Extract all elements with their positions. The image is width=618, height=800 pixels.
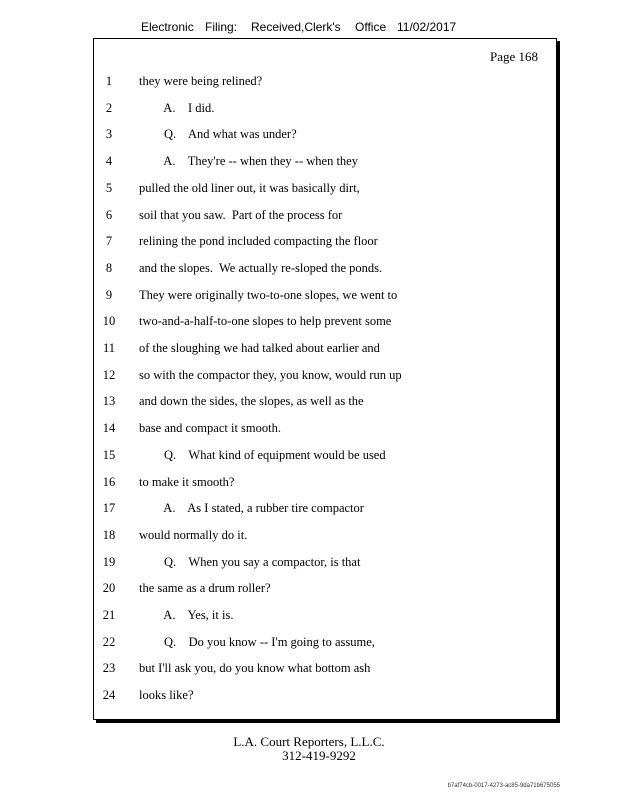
line-number: 10 (102, 314, 116, 329)
line-number: 20 (102, 581, 116, 596)
line-number: 23 (102, 661, 116, 676)
transcript-line (94, 394, 556, 414)
transcript-line (94, 528, 556, 548)
transcript-line (94, 368, 556, 388)
line-text: relining the pond included compacting the floor (139, 234, 378, 249)
line-text: to make it smooth? (139, 474, 235, 489)
line-text: soil that you saw. Part of the process for (139, 207, 343, 222)
line-number: 22 (102, 634, 116, 649)
line-text: of the sloughing we had talked about earlier and (139, 341, 380, 355)
transcript-line (94, 288, 556, 308)
transcript-line (94, 635, 556, 655)
transcript-line (94, 341, 556, 361)
line-text: and down the sides, the slopes, as well as the (139, 394, 364, 409)
transcript-line (94, 261, 556, 281)
transcript-line (94, 234, 556, 254)
line-number: 14 (102, 421, 116, 436)
line-number: 9 (105, 287, 113, 302)
document-hash: b7af74cb-0017-4273-ac85-9da71b675055 (447, 783, 560, 789)
line-number: 2 (105, 100, 113, 115)
line-text: the same as a drum roller? (139, 581, 271, 596)
header-received-clerks: Received,Clerk's (251, 20, 341, 34)
transcript-line (94, 688, 556, 708)
line-text: two-and-a-half-to-one slopes to help prevent some (139, 314, 392, 329)
line-number: 4 (105, 154, 113, 169)
line-number: 8 (105, 260, 113, 275)
line-text: but I'll ask you, do you know what bottom ash (139, 661, 371, 676)
line-number: 24 (102, 688, 116, 703)
transcript-line (94, 127, 556, 147)
transcript-line (94, 421, 556, 441)
line-number: 17 (102, 501, 116, 516)
line-number: 6 (105, 207, 113, 222)
reporter-company: L.A. Court Reporters, L.L.C. (233, 734, 385, 749)
header-date: 11/02/2017 (397, 20, 457, 34)
line-number: 7 (105, 234, 113, 249)
line-number: 11 (102, 341, 116, 355)
transcript-line (94, 475, 556, 495)
line-text: A. As I stated, a rubber tire compactor (139, 501, 364, 516)
e-filing-header (0, 20, 618, 40)
line-text: Q. What kind of equipment would be used (139, 447, 386, 462)
line-text: A. I did. (139, 100, 215, 115)
line-text: base and compact it smooth. (139, 421, 281, 436)
line-number: 3 (105, 127, 113, 142)
page-number: Page 168 (489, 49, 538, 64)
line-text: A. Yes, it is. (139, 608, 234, 622)
line-number: 16 (102, 474, 116, 489)
line-number: 5 (105, 180, 113, 195)
transcript-page (93, 38, 557, 720)
header-office: Office (355, 20, 387, 34)
transcript-line (94, 181, 556, 201)
transcript-line (94, 501, 556, 521)
line-text: would normally do it. (139, 527, 248, 542)
transcript-line (94, 661, 556, 681)
transcript-line (94, 74, 556, 94)
line-text: Q. When you say a compactor, is that (139, 554, 361, 569)
line-number: 15 (102, 447, 116, 462)
header-electronic: Electronic (141, 20, 194, 34)
line-number: 18 (102, 527, 116, 542)
line-text: so with the compactor they, you know, would run up (139, 367, 402, 382)
line-text: Q. And what was under? (139, 127, 297, 142)
transcript-line (94, 555, 556, 575)
line-text: they were being relined? (139, 74, 263, 88)
line-number: 21 (102, 608, 116, 622)
line-number: 19 (102, 554, 116, 569)
line-text: They were originally two-to-one slopes, we went to (139, 287, 398, 302)
transcript-line (94, 314, 556, 334)
line-text: Q. Do you know -- I'm going to assume, (139, 634, 375, 649)
header-filing: Filing: (205, 20, 238, 34)
reporter-phone: 312-419-9292 (282, 748, 356, 763)
transcript-line (94, 608, 556, 628)
line-number: 1 (105, 74, 113, 88)
line-number: 12 (102, 367, 116, 382)
page-footer (0, 735, 618, 763)
transcript-line (94, 581, 556, 601)
transcript-line (94, 448, 556, 468)
transcript-line (94, 154, 556, 174)
line-text: looks like? (139, 688, 194, 703)
transcript-line (94, 101, 556, 121)
line-text: A. They're -- when they -- when they (139, 154, 358, 169)
line-text: pulled the old liner out, it was basically dirt, (139, 180, 360, 195)
line-text: and the slopes. We actually re-sloped the ponds. (139, 260, 383, 275)
line-number: 13 (102, 394, 116, 409)
transcript-line (94, 208, 556, 228)
